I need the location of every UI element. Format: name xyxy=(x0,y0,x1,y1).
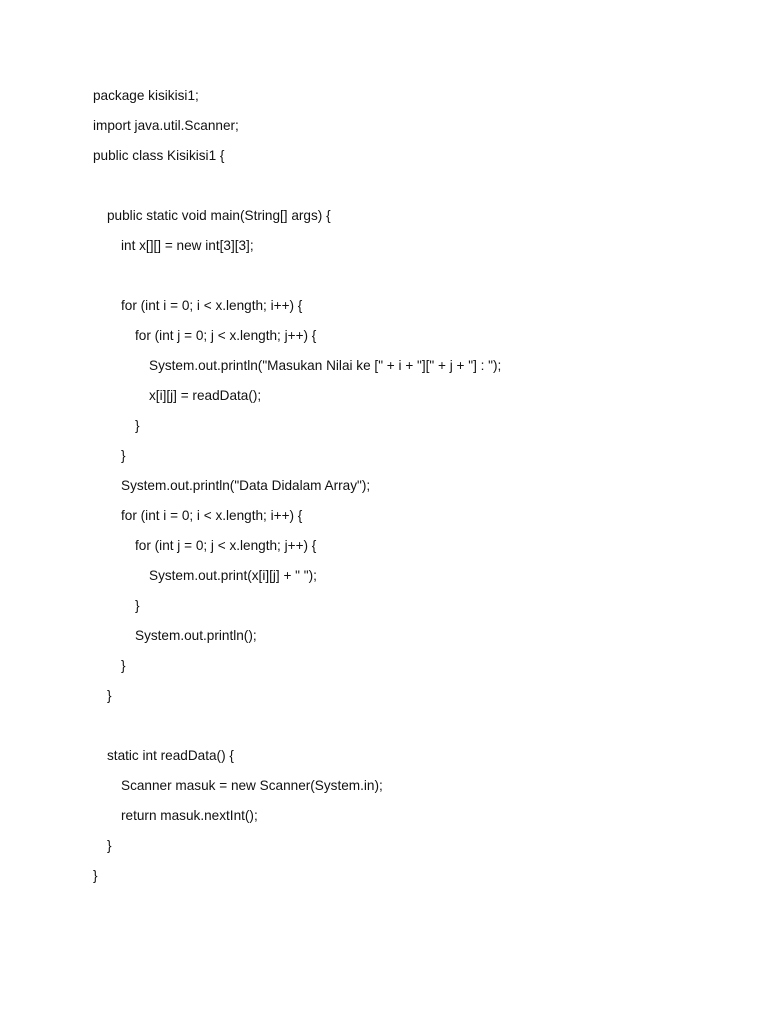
code-line: int x[][] = new int[3][3]; xyxy=(121,238,254,253)
code-line: static int readData() { xyxy=(107,748,234,763)
code-line: public static void main(String[] args) { xyxy=(107,208,331,223)
code-line: System.out.println(); xyxy=(135,628,257,643)
blank-line xyxy=(93,266,733,296)
code-line: for (int i = 0; i < x.length; i++) { xyxy=(121,508,303,523)
code-line: for (int i = 0; i < x.length; i++) { xyxy=(121,298,303,313)
code-line: } xyxy=(93,868,98,883)
code-line: System.out.print(x[i][j] + " "); xyxy=(149,568,317,583)
code-line: System.out.println("Masukan Nilai ke [" + i + "][" + j + "] : "); xyxy=(149,358,502,373)
code-line: Scanner masuk = new Scanner(System.in); xyxy=(121,778,383,793)
blank-line xyxy=(93,176,733,206)
code-line: return masuk.nextInt(); xyxy=(121,808,258,823)
code-line: package kisikisi1; xyxy=(93,88,199,103)
code-line: } xyxy=(121,658,126,673)
code-line: } xyxy=(135,598,140,613)
code-line: import java.util.Scanner; xyxy=(93,118,239,133)
code-line: } xyxy=(121,448,126,463)
code-line: x[i][j] = readData(); xyxy=(149,388,262,403)
code-line: } xyxy=(107,688,112,703)
code-line: } xyxy=(107,838,112,853)
code-block xyxy=(93,86,733,896)
blank-line xyxy=(93,716,733,746)
code-line: public class Kisikisi1 { xyxy=(93,148,225,163)
code-line: System.out.println("Data Didalam Array"); xyxy=(121,478,371,493)
code-line: } xyxy=(135,418,140,433)
code-line: for (int j = 0; j < x.length; j++) { xyxy=(135,538,317,553)
code-line: for (int j = 0; j < x.length; j++) { xyxy=(135,328,317,343)
